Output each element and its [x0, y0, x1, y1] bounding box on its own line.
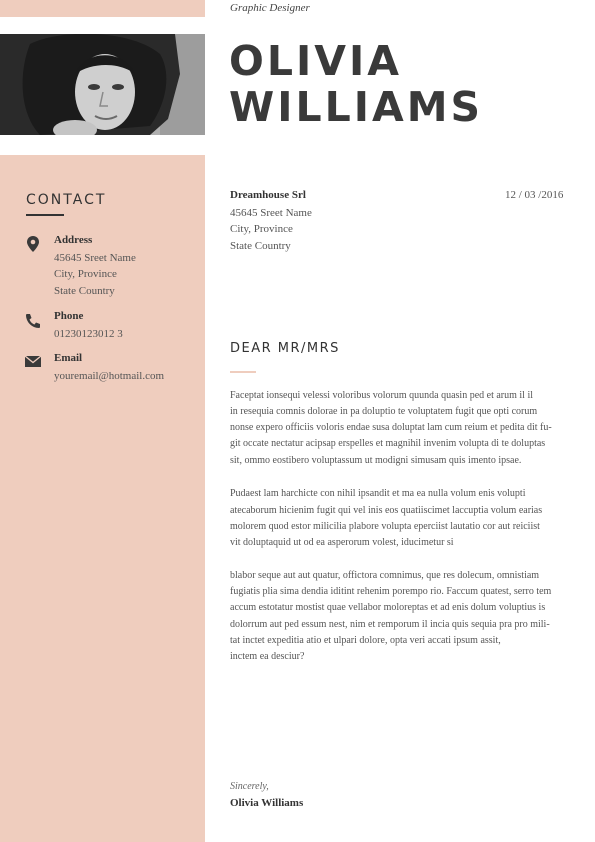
body-line: sit, ommo eostibero voluptassum ut modigni simusam quis imento ipsae. — [230, 455, 522, 466]
salutation-rule — [230, 371, 256, 373]
body-line: nonse expero officiis voloris endae susa doluptat lam cum reium et pedita dit fu- — [230, 422, 552, 433]
address-line: State Country — [54, 285, 115, 297]
letter-date: 12 / 03 /2016 — [505, 189, 564, 201]
full-name — [229, 38, 483, 130]
sender-address-line: 45645 Sreet Name — [230, 207, 312, 219]
sender-address-line: City, Province — [230, 223, 293, 235]
contact-heading: CONTACT — [26, 192, 107, 208]
job-title: Graphic Designer — [230, 2, 310, 14]
contact-underline — [26, 214, 64, 216]
body-line: in resequia comnis dolorae in pa doluptio te voluptatem fugit que opti corum — [230, 406, 538, 417]
sender-company: Dreamhouse Srl — [230, 189, 306, 201]
top-accent-strip — [0, 0, 205, 17]
address-line: 45645 Sreet Name — [54, 252, 136, 264]
body-line: accum estotatur mostist quae vellabor moloreptas et ad enis dolum voluptius is — [230, 602, 546, 613]
address-label: Address — [54, 234, 93, 246]
phone-value: 01230123012 3 — [54, 328, 123, 340]
body-line: Pudaest lam harchicte con nihil ipsandit et ma ea nulla volum enis volupti — [230, 488, 526, 499]
phone-label: Phone — [54, 310, 84, 322]
body-line: tat inctet expeditia atio et ulpari dolore, opta veri accati ipsum assit, — [230, 635, 501, 646]
closing: Sincerely, — [230, 781, 269, 792]
body-line: git occate nectatur acipsap erspelles et magnihil invenim volupta di te doluptas — [230, 438, 546, 449]
email-value: youremail@hotmail.com — [54, 370, 165, 382]
body-line: inctem ea desciur? — [230, 651, 305, 662]
body-line: atecaborum hicienim fugit qui vel inis eos quatiiscimet laccuptia volum earias — [230, 505, 543, 516]
body-line: dolorrum aut ped essum nest, nim et remporum il incia quis sequia pra pro mili- — [230, 619, 550, 630]
envelope-icon — [24, 352, 42, 370]
profile-photo — [0, 34, 205, 135]
body-line: fugiatis plia sima dendia iditint rehenim porempo rio. Faccum quatest, serro tem — [230, 586, 552, 597]
first-name: OLIVIA — [229, 37, 402, 85]
email-label: Email — [54, 352, 83, 364]
last-name: WILLIAMS — [229, 83, 484, 131]
address-line: City, Province — [54, 268, 117, 280]
salutation: DEAR MR/MRS — [230, 341, 340, 356]
phone-icon — [24, 312, 42, 330]
body-line: molorem quod estor milicilia plabore volupta eperciist lautatio cor aut reiciist — [230, 521, 540, 532]
body-line: Faceptat ionsequi velessi voloribus volorum quunda quasin ped et arum il il — [230, 390, 534, 401]
sender-address-line: State Country — [230, 240, 291, 252]
body-line: vit doluptaquid ut od ea asperorum volest, iducimetur si — [230, 537, 454, 548]
body-line: blabor seque aut aut quatur, offictora comnimus, que res dolecum, omnistiam — [230, 570, 540, 581]
signature-name: Olivia Williams — [230, 797, 304, 809]
location-pin-icon — [24, 235, 42, 253]
